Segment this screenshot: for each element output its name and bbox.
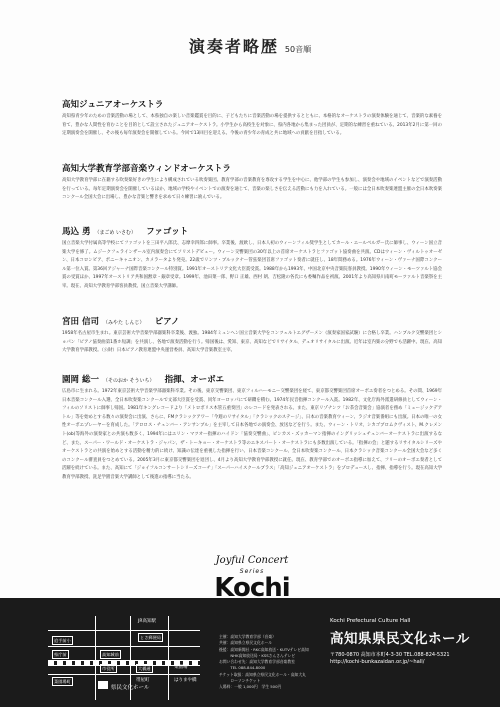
info-line: 入場料：一般 1,000円 学生 500円 — [219, 684, 282, 690]
venue-name-en: Kochi Prefectural Culture Hall — [330, 618, 411, 624]
map-box: 高知城前 — [100, 650, 121, 659]
section-heading — [62, 162, 442, 174]
map-road — [168, 616, 169, 700]
section-body: 高知大学教育学部に在籍する吹奏楽好きの学生により構成されている吹奏楽団。教育学部の音楽教育を専攻する学生を中心に、他学部の学生も参加し、演奏会や地域のイベントなどで演奏活動を行っている。毎年定期演奏会を開催しているほか、地域の学校やイベントでの演奏を通じて、音楽の楽しさを伝える活動にも力を入れている。一般には全日本吹奏楽連盟主催の全日本吹奏楽コンクール全国大会に出場し、豊かな音楽と響きを求めて日々練習に励んでいる。 — [62, 178, 442, 201]
map-box: 大橋通 — [136, 664, 153, 673]
section-role: ピアノ — [154, 317, 180, 327]
title-text: 演奏者略歴 — [188, 37, 279, 56]
info-line: お問い合わせ先：高知大学教育学部音楽教室 — [219, 659, 295, 665]
hall-marker-icon — [98, 681, 108, 689]
logo-kochi: Kochi — [214, 573, 290, 603]
map-box: とさ郵便局 — [138, 633, 163, 642]
info-line: 後援：高知新聞社・RKC高知放送・KUTVテレビ高知 — [219, 646, 309, 652]
info-line: TEL 088-844-8000 — [219, 665, 266, 671]
section-kana: （みやた しんじ） — [102, 320, 145, 326]
map-box: 追手前小 — [52, 636, 73, 645]
venue-block — [330, 618, 490, 665]
map-hall-label: 県民文化ホール — [111, 685, 150, 691]
section-miyata — [62, 315, 442, 356]
section-kana: （そのおか そういち） — [102, 378, 155, 384]
map-box: 市役所 — [100, 664, 117, 673]
section-heading — [62, 98, 442, 110]
info-line: NHK高知放送局・KSSさんさんテレビ — [219, 652, 296, 658]
section-name: 馬込 勇 — [62, 227, 91, 237]
page-title — [0, 34, 500, 57]
concert-logo — [204, 551, 300, 609]
venue-url-link[interactable]: http://kochi-bunkazaidan.or.jp/~hall/ — [330, 659, 425, 665]
info-line: 共催：高知県立県民文化ホール — [219, 640, 273, 646]
section-body: 高知県青少年のための音楽活動の場として、本県独自の楽しい音楽鑑賞を目的に、子どもたちに音楽活動の場を提供するとともに、本格的なオーケストラの演奏体験を通じて、音楽的な素養を育て、豊かな人間性を育むことを目的として設立されたジュニアオーケストラ。小学生から高校生を対象に、県内各地から集まった団員が、定期的な練習を重ねている。2013年2月に第一回の定期演奏会を開催し、その後も毎年演奏会を開催している。今回で13回目を迎える。今後の青少年の育成と共に地域への貢献を目指している。 — [62, 114, 442, 137]
info-line: チケット取扱：高知県立県民文化ホール・高知大丸 — [219, 671, 306, 677]
section-name: 高知大学教育学部音楽ウィンドオーケストラ — [62, 164, 231, 174]
section-heading — [62, 315, 442, 327]
info-line: ローソンチケット — [219, 678, 261, 684]
map-road — [48, 674, 200, 675]
logo-joyful: Joyful Concert — [215, 555, 289, 566]
map-road — [95, 616, 96, 700]
section-kana: （まごめ いさむ） — [94, 230, 137, 236]
section-junior-orchestra — [62, 98, 442, 139]
section-body: 広島市に生まれる。1972年東京芸術大学音楽学部器楽科卒業。その後、東京交響楽団、東京フィルハーモニー交響楽団を経て、東京都交響楽団首席オーボエ奏者をつとめる。その間、1969年日本音楽コンクール入選、全日本吹奏楽コンクールで文部大臣賞を受賞、同年ヨーロッパにて研鑽を積む。1974年民音指揮コンクール入賞。1982年、文化庁海外派遣研修員としてウィーン・フィルのソリストに師事し帰国。1981年キングレコードより「メトロポリス木管五重奏団」のレコードを発表される。また、東京リゾナンツ「お茶会音楽会」協演者を務め「ミュージックデアトル」等を始めとする数々の演奏会に出演、さらに、FMクラシックアワー「今週のリサイタル」「クラシックのステージ」、日本の音楽教育ウィーン、ラジオ音楽番組にも出演。日本の唯一の女性オーボエプレーヤーを育成した。「アロロス・チェンバー・アンサンブル」を主宰して日本各地での演奏会、放送などを行う。また、ウィーン・トリオ、シカゴブロムクヴィスト、M.クレメント(ob)等海外の演奏家との共演も数多く、1994年にはエリン・マツオー指揮のハイドン「協奏交響曲」、ピンカス・ズッカーマン指揮のイングリッシュチェンバーオーケストラに出演するなど、また、スーパー・ワールド・オーケストラ・ジャパン、ザ・トーキョー・オーケストラ等のエキスパート・オーケストラにも多数出演している。「指揮の会」と題するリサイタルシリーズやオーケストラとの共演を始めとする活動を精力的に続け、知識の伝達を重視した指揮を行い、日本音楽コンクール、全日本吹奏楽コンクール、日本クラシック音楽コンクール全国大会など多くのコンクール審査員をつとめている。2005年3月に東京都交響楽団を退団し、4月より高知大学教育学部教授に就任。現在、教育学部でのオーボエ指導に加えて、フリーのオーボエ奏者として活躍を続けている。また、高知にて「ジョイフルコンサートシリーズコーチ」「スーパーハイスクールブラス」「高知ジュニアオーケストラ」をプロデュースし、指揮、指導を行う。現在高知大学教育学部教授、洗足学園音楽大学講師として後進の指導に当たる。 — [62, 389, 442, 480]
venue-address: 〒780-0870 高知市本町4-3-30 TEL.088-824-5321 — [330, 652, 450, 658]
event-info — [219, 634, 339, 691]
section-wind-orchestra — [62, 162, 442, 203]
section-name: 宮田 信司 — [62, 317, 99, 327]
info-line: 主催：高知大学教育学部（音楽） — [219, 634, 276, 639]
section-name: 園岡 総一 — [62, 375, 99, 385]
logo-series: Series — [239, 568, 265, 575]
map-box: 菜園場町 — [52, 677, 73, 686]
map-label: 帯屋町 — [136, 678, 150, 683]
map-label: 菜園場 — [174, 665, 188, 670]
section-role: 指揮、オーボエ — [164, 375, 225, 385]
section-name: 高知ジュニアオーケストラ — [62, 100, 164, 110]
map-box: 県庁前 — [52, 650, 69, 659]
map-label: JR高知駅 — [138, 619, 156, 624]
section-body: 1958年名古屋市生まれ。東京芸術大学音楽学部器楽科卒業後、渡独。1984年ミュンヘン国立音楽大学をコンツェルトエグザーメン（演奏家国家試験）に合格し卒業。ハンブルク交響楽団とショパン「ピアノ協奏曲第1番ホ短調」を共演し、各地で演奏活動を行う。帰国後は、愛知、東京、高知などでリサイタル、デュオリサイタルに出演。近年は室内楽の分野でも活躍中。現在、高知大学教育学部教授。（公財）日本ピアノ教育連盟中央運営委員、高知大学音楽教室主宰。 — [62, 331, 442, 354]
venue-name-jp: 高知県県民文化ホール — [330, 631, 470, 647]
section-sonooka — [62, 373, 442, 483]
title-subtitle: 50音順 — [284, 45, 312, 54]
section-heading — [62, 373, 442, 385]
section-role: ファゴット — [146, 227, 189, 237]
section-magome — [62, 225, 442, 292]
section-body: 国立音楽大学付属高等学校にてファゴットを三田平八郎氏、志摩幸四郎に師事。卒業後、渡欧し、日本人初のウィーンフィル奨学生としてカール・エールベルガー氏に師事し、ウィーン国立音楽大学を修了。ムジークフェラインザール室内演奏会にてソリストデビュー。ウィーン交響楽団の30年以上の首席オーケストラとファゴット協奏曲を共演。CDはウィーン・ヴィルトゥオーゼン、日本コロンビア、ポニーキャニオン、カメラータより発売。22歳でリンツ・ブルックナー管弦楽団首席ファゴット奏者に就任し、18年間務める。1976年ウィーン・ヴァーナ国際コンクール第一位入賞。第36回アジャーナ国際音楽コンクール特別賞。1991年オーストリア文化大臣賞受賞。1988年から1993年、中国北京中央音楽院客員教授。1990年ウィーン・モーツァルト協会賞の受賞ほか、1997年オーストリア共和国勲章・銀章受章。1999年、池田菜一郎、野口 正雄、西村 朗、吉松隆の各氏にも委嘱作品を初演。2001年より高知県川南町モーツァルト音楽祭を主宰。現在、高知大学教育学部客員教授、国立音楽大学講師。 — [62, 241, 442, 289]
section-heading — [62, 225, 442, 237]
map-label: はりまや橋 — [174, 678, 197, 683]
map-road — [48, 646, 200, 647]
map-road — [48, 630, 200, 631]
